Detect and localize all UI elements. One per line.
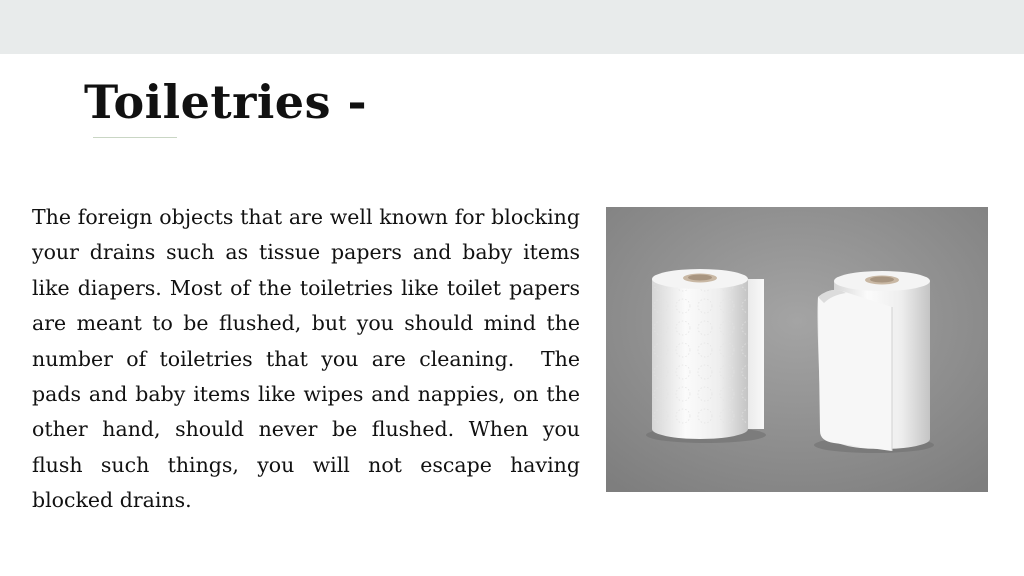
body-paragraph: The foreign objects that are well known for blocking your drains such as tissue papers and baby items like diapers. Most of the toiletries like toilet papers are meant to be flushed, but you should mind the number of toiletries that you are cleaning. The pads and baby items like wipes and nappies, on the other hand, should never be flushed. When you flush such things, you will not escape having blocked drains. xyxy=(32,205,587,513)
two-paper-towel-rolls-icon xyxy=(606,207,988,492)
slide-title: Toiletries - xyxy=(84,75,368,129)
paper-towel-rolls-image xyxy=(606,207,988,492)
top-header-band xyxy=(0,0,1024,54)
title-underline-divider xyxy=(93,137,177,138)
